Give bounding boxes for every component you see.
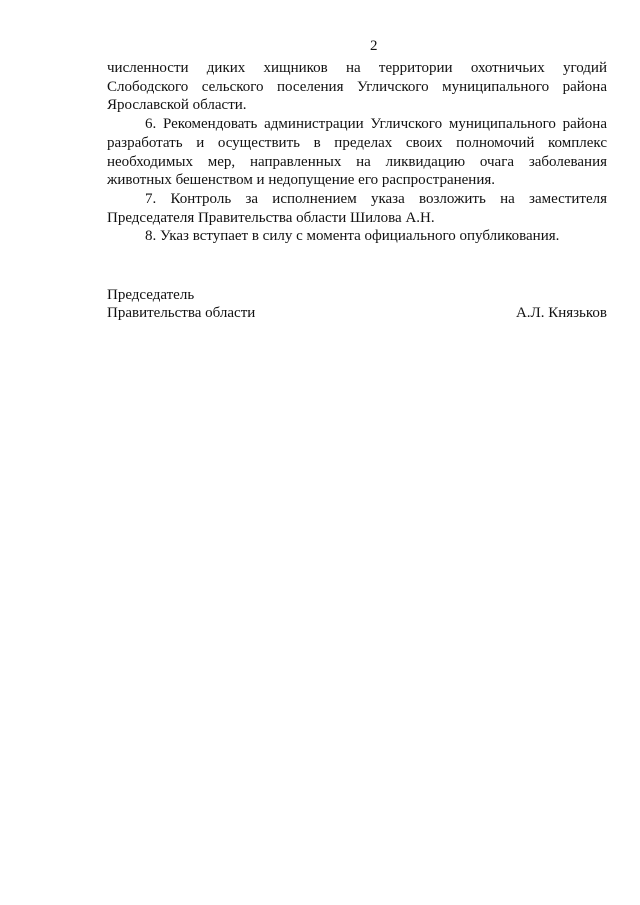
signatory-title-line1: Председатель [107,287,195,303]
text-line: численности диких хищников на территории охотничьих угодий [107,60,607,76]
text-line: Ярославской области. [107,97,247,114]
text-line: 8. Указ вступает в силу с момента официального опубликования. [145,228,560,245]
paragraph [107,115,607,190]
text-line: 6. Рекомендовать администрации Угличского муниципального района [145,116,607,133]
signatory-title-line2: Правительства области [107,305,256,321]
signatory-name: А.Л. Князьков [515,305,607,321]
text-line: Слободского сельского поселения Угличского муниципального района [107,78,607,95]
document-body [107,59,607,246]
paragraph [107,227,607,246]
text-line: животных бешенством и недопущение его распространения. [107,172,496,189]
text-line: необходимых мер, направленных на ликвидацию очага заболевания [107,153,607,170]
text-line: разработать и осуществить в пределах своих полномочий комплекс [107,134,607,151]
paragraph [107,190,607,227]
signature-block [107,286,607,322]
paragraph [107,59,607,115]
text-line: 7. Контроль за исполнением указа возложить на заместителя [145,190,607,207]
page-number: 2 [370,38,378,54]
text-line: Председателя Правительства области Шилова А.Н. [107,209,435,226]
